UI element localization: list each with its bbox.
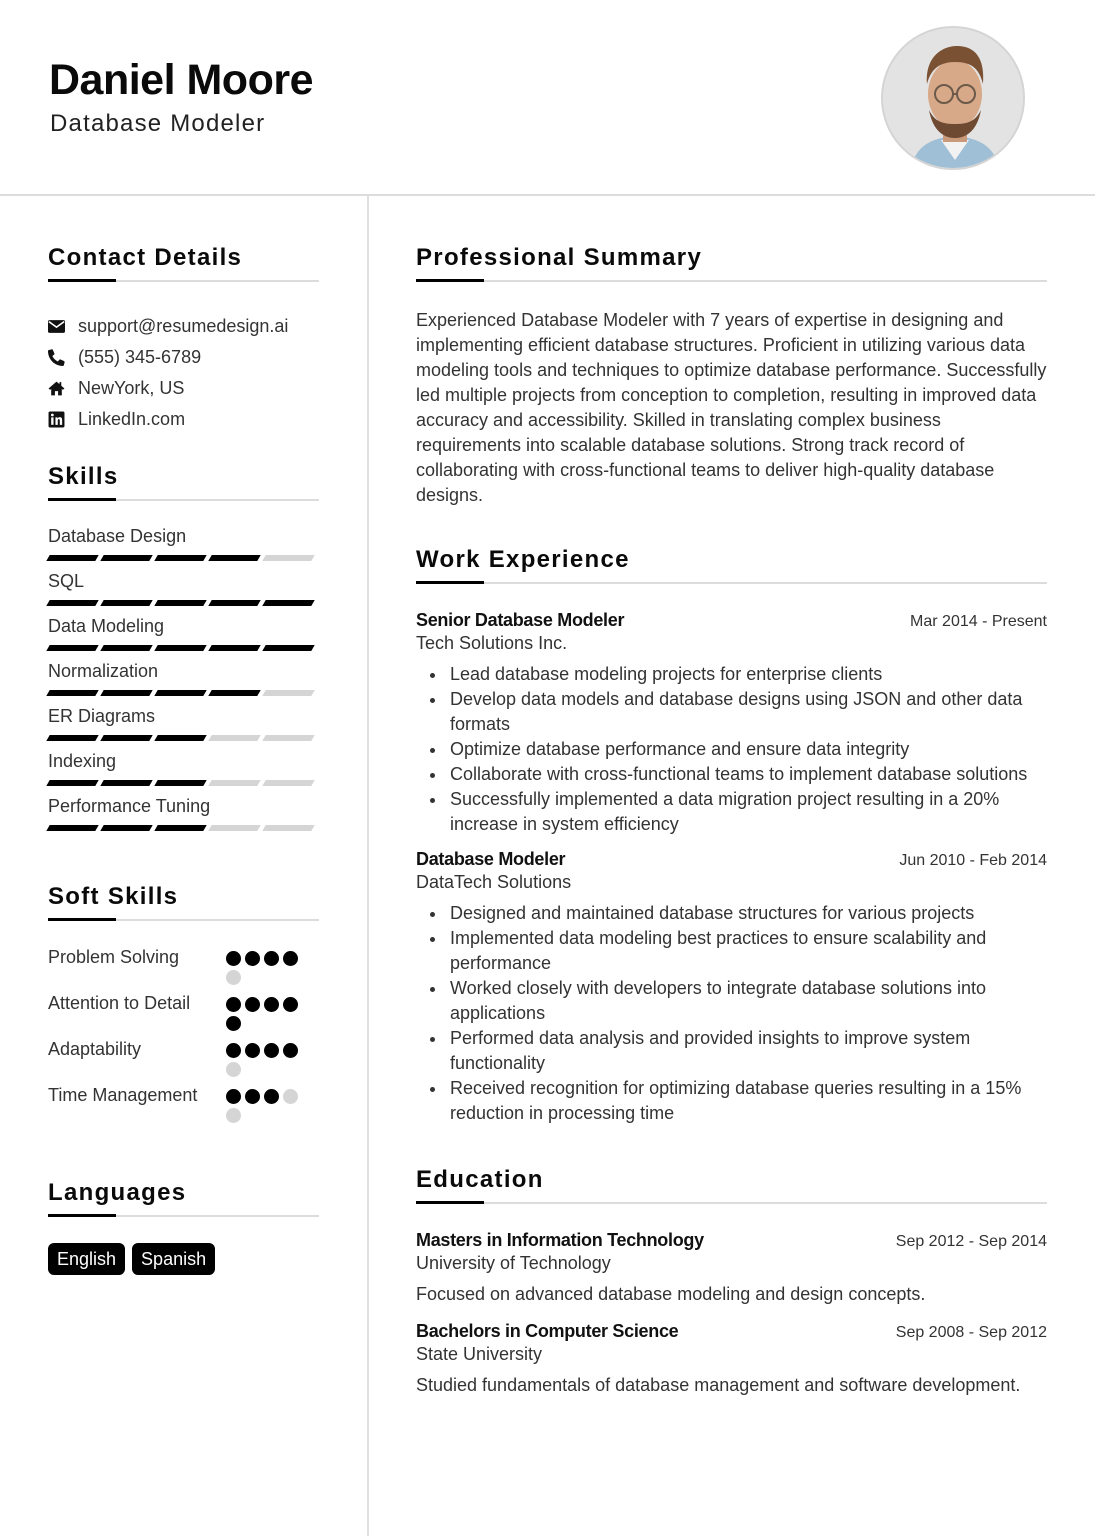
skill-item — [48, 794, 319, 839]
summary-text: Experienced Database Modeler with 7 years of expertise in designing and implementing efficient database structures. Proficient in utilizing various data modeling tools and techniques to optimize database performance. Successfully led multiple projects from conception to completion, resulting in improved data accuracy and accessibility. Skilled in translating complex business requirements into scalable database solutions. Strong track record of collaborating with cross-functional teams to deliver high-quality database designs. — [416, 310, 1047, 505]
soft-skill-name: Adaptability — [48, 1039, 142, 1059]
skill-level-segment — [100, 645, 152, 651]
job-bullets — [416, 662, 1047, 837]
skill-name: Database Design — [48, 526, 187, 546]
skill-level-segment — [154, 645, 206, 651]
skill-level-segment — [262, 780, 314, 786]
soft-skill-rating-dots — [226, 945, 302, 985]
skill-level-bar — [48, 684, 319, 704]
skill-level-segment — [100, 555, 152, 561]
skill-item — [48, 524, 319, 569]
soft-skill-name: Problem Solving — [48, 947, 180, 967]
envelope-icon — [48, 318, 78, 335]
school-name: University of Technology — [416, 1253, 611, 1273]
soft-skill-item — [48, 991, 319, 1031]
language-chip-spanish: Spanish — [132, 1243, 215, 1275]
language-list — [48, 1243, 319, 1275]
rating-dot — [245, 1043, 260, 1058]
rating-dot — [245, 1089, 260, 1104]
job-company: Tech Solutions Inc. — [416, 633, 568, 653]
soft-skill-rating-dots — [226, 1037, 302, 1077]
education-entry — [416, 1230, 1047, 1307]
job-bullet: Lead database modeling projects for enterprise clients — [450, 662, 1047, 687]
education-dates: Sep 2008 - Sep 2012 — [895, 1324, 1047, 1341]
job-bullet: Optimize database performance and ensure data integrity — [450, 737, 1047, 762]
skill-name: Indexing — [48, 751, 117, 771]
home-icon — [48, 380, 78, 397]
skill-level-segment — [208, 825, 260, 831]
skill-level-segment — [46, 735, 98, 741]
job-dates: Mar 2014 - Present — [910, 613, 1047, 630]
skill-level-segment — [262, 825, 314, 831]
rating-dot — [264, 997, 279, 1012]
skill-level-segment — [46, 780, 98, 786]
skill-level-segment — [100, 600, 152, 606]
skill-level-segment — [262, 645, 314, 651]
summary-section — [416, 244, 1047, 508]
contact-location — [48, 373, 319, 404]
rating-dot — [245, 951, 260, 966]
section-heading-summary: Professional Summary — [416, 244, 703, 271]
rating-dot — [264, 1043, 279, 1058]
skill-name: SQL — [48, 571, 85, 591]
language-chip-english: English — [48, 1243, 125, 1275]
skill-level-segment — [100, 780, 152, 786]
job-bullets — [416, 901, 1047, 1126]
rating-dot — [264, 1089, 279, 1104]
soft-skill-item — [48, 945, 319, 985]
education-description: Studied fundamentals of database management and software development. — [416, 1375, 1021, 1395]
skill-level-segment — [208, 600, 260, 606]
skill-level-segment — [46, 600, 98, 606]
skill-level-segment — [262, 735, 314, 741]
job-bullet: Worked closely with developers to integrate database solutions into applications — [450, 976, 1047, 1026]
soft-skill-item — [48, 1037, 319, 1077]
work-experience-section — [416, 546, 1047, 1126]
section-heading-contact: Contact Details — [48, 244, 243, 271]
section-heading-skills: Skills — [48, 463, 119, 490]
contact-email[interactable] — [48, 311, 319, 342]
rating-dot — [226, 1062, 241, 1077]
soft-skill-item — [48, 1083, 319, 1123]
skill-level-segment — [208, 645, 260, 651]
languages-section — [48, 1179, 319, 1275]
skill-name: Performance Tuning — [48, 796, 211, 816]
rating-dot — [226, 1089, 241, 1104]
section-heading-education: Education — [416, 1166, 544, 1193]
section-heading-languages: Languages — [48, 1179, 187, 1206]
job-bullet: Develop data models and database designs using JSON and other data formats — [450, 687, 1047, 737]
skill-name: ER Diagrams — [48, 706, 156, 726]
rating-dot — [226, 970, 241, 985]
skill-level-segment — [100, 735, 152, 741]
skill-level-segment — [154, 690, 206, 696]
section-rule — [416, 1202, 1047, 1204]
soft-skill-rating-dots — [226, 991, 302, 1031]
school-name: State University — [416, 1344, 543, 1364]
skill-level-segment — [46, 645, 98, 651]
rating-dot — [264, 951, 279, 966]
skill-item — [48, 659, 319, 704]
candidate-name: Daniel Moore — [49, 56, 313, 104]
rating-dot — [226, 1016, 241, 1031]
skill-item — [48, 614, 319, 659]
section-rule — [48, 499, 319, 501]
job-bullet: Implemented data modeling best practices to ensure scalability and performance — [450, 926, 1047, 976]
soft-skill-name: Attention to Detail — [48, 993, 191, 1013]
skill-level-segment — [208, 555, 260, 561]
skill-name: Normalization — [48, 661, 159, 681]
skill-level-segment — [154, 825, 206, 831]
skill-level-segment — [100, 825, 152, 831]
skill-level-bar — [48, 639, 319, 659]
skill-level-segment — [46, 555, 98, 561]
skill-item — [48, 569, 319, 614]
skill-level-segment — [208, 780, 260, 786]
soft-skill-name: Time Management — [48, 1085, 198, 1105]
skill-level-segment — [154, 600, 206, 606]
job-bullet: Designed and maintained database structures for various projects — [450, 901, 1047, 926]
right-column — [416, 244, 1047, 1398]
section-rule — [416, 582, 1047, 584]
rating-dot — [226, 951, 241, 966]
section-heading-work: Work Experience — [416, 546, 630, 573]
job-entry — [416, 610, 1047, 837]
skill-item — [48, 749, 319, 794]
education-section — [416, 1166, 1047, 1398]
rating-dot — [226, 1043, 241, 1058]
degree-title: Bachelors in Computer Science — [416, 1321, 679, 1341]
contact-section — [48, 244, 319, 435]
education-dates: Sep 2012 - Sep 2014 — [895, 1233, 1047, 1250]
job-bullet: Successfully implemented a data migration project resulting in a 20% increase in system efficiency — [450, 787, 1047, 837]
contact-phone-text: (555) 345-6789 — [78, 347, 202, 367]
skill-level-bar — [48, 819, 319, 839]
rating-dot — [283, 1043, 298, 1058]
soft-skill-rating-dots — [226, 1083, 302, 1123]
section-rule — [416, 280, 1047, 282]
skill-level-bar — [48, 729, 319, 749]
skill-level-segment — [46, 825, 98, 831]
rating-dot — [283, 1089, 298, 1104]
phone-icon — [48, 349, 78, 366]
section-heading-soft-skills: Soft Skills — [48, 883, 179, 910]
rating-dot — [283, 997, 298, 1012]
section-rule — [48, 280, 319, 282]
skill-level-segment — [262, 690, 314, 696]
profile-photo — [881, 26, 1025, 170]
job-title: Senior Database Modeler — [416, 610, 625, 630]
job-title: Database Modeler — [416, 849, 566, 869]
education-entry — [416, 1321, 1047, 1398]
skill-name: Data Modeling — [48, 616, 165, 636]
candidate-title: Database Modeler — [50, 110, 266, 137]
rating-dot — [226, 1108, 241, 1123]
job-dates: Jun 2010 - Feb 2014 — [899, 852, 1047, 869]
job-bullet: Performed data analysis and provided insights to improve system functionality — [450, 1026, 1047, 1076]
skill-level-segment — [154, 555, 206, 561]
soft-skills-section — [48, 883, 319, 1123]
degree-title: Masters in Information Technology — [416, 1230, 704, 1250]
linkedin-icon — [48, 411, 78, 428]
rating-dot — [226, 997, 241, 1012]
skill-level-segment — [100, 690, 152, 696]
contact-location-text: NewYork, US — [78, 378, 185, 398]
skill-level-segment — [154, 780, 206, 786]
skill-level-bar — [48, 774, 319, 794]
skill-list — [48, 524, 319, 839]
section-rule — [48, 1215, 319, 1217]
skill-level-segment — [208, 735, 260, 741]
section-rule — [48, 919, 319, 921]
skill-level-bar — [48, 594, 319, 614]
contact-linkedin[interactable] — [48, 404, 319, 435]
contact-phone[interactable] — [48, 342, 319, 373]
skill-level-segment — [46, 690, 98, 696]
soft-skill-list — [48, 945, 319, 1123]
skill-level-segment — [262, 600, 314, 606]
resume-header — [0, 0, 1095, 196]
skill-level-bar — [48, 549, 319, 569]
education-description: Focused on advanced database modeling and design concepts. — [416, 1284, 926, 1304]
job-company: DataTech Solutions — [416, 872, 572, 892]
skill-level-segment — [208, 690, 260, 696]
column-divider — [367, 196, 369, 1536]
skills-section — [48, 463, 319, 839]
contact-list — [48, 311, 319, 435]
rating-dot — [245, 997, 260, 1012]
skill-level-segment — [154, 735, 206, 741]
contact-email-text: support@resumedesign.ai — [78, 316, 289, 336]
rating-dot — [283, 951, 298, 966]
job-bullet: Collaborate with cross-functional teams to implement database solutions — [450, 762, 1047, 787]
contact-linkedin-text: LinkedIn.com — [78, 409, 186, 429]
skill-level-segment — [262, 555, 314, 561]
skill-item — [48, 704, 319, 749]
left-column — [48, 244, 319, 1275]
job-bullet: Received recognition for optimizing database queries resulting in a 15% reduction in processing time — [450, 1076, 1047, 1126]
job-entry — [416, 849, 1047, 1126]
person-avatar-icon — [883, 28, 1025, 170]
